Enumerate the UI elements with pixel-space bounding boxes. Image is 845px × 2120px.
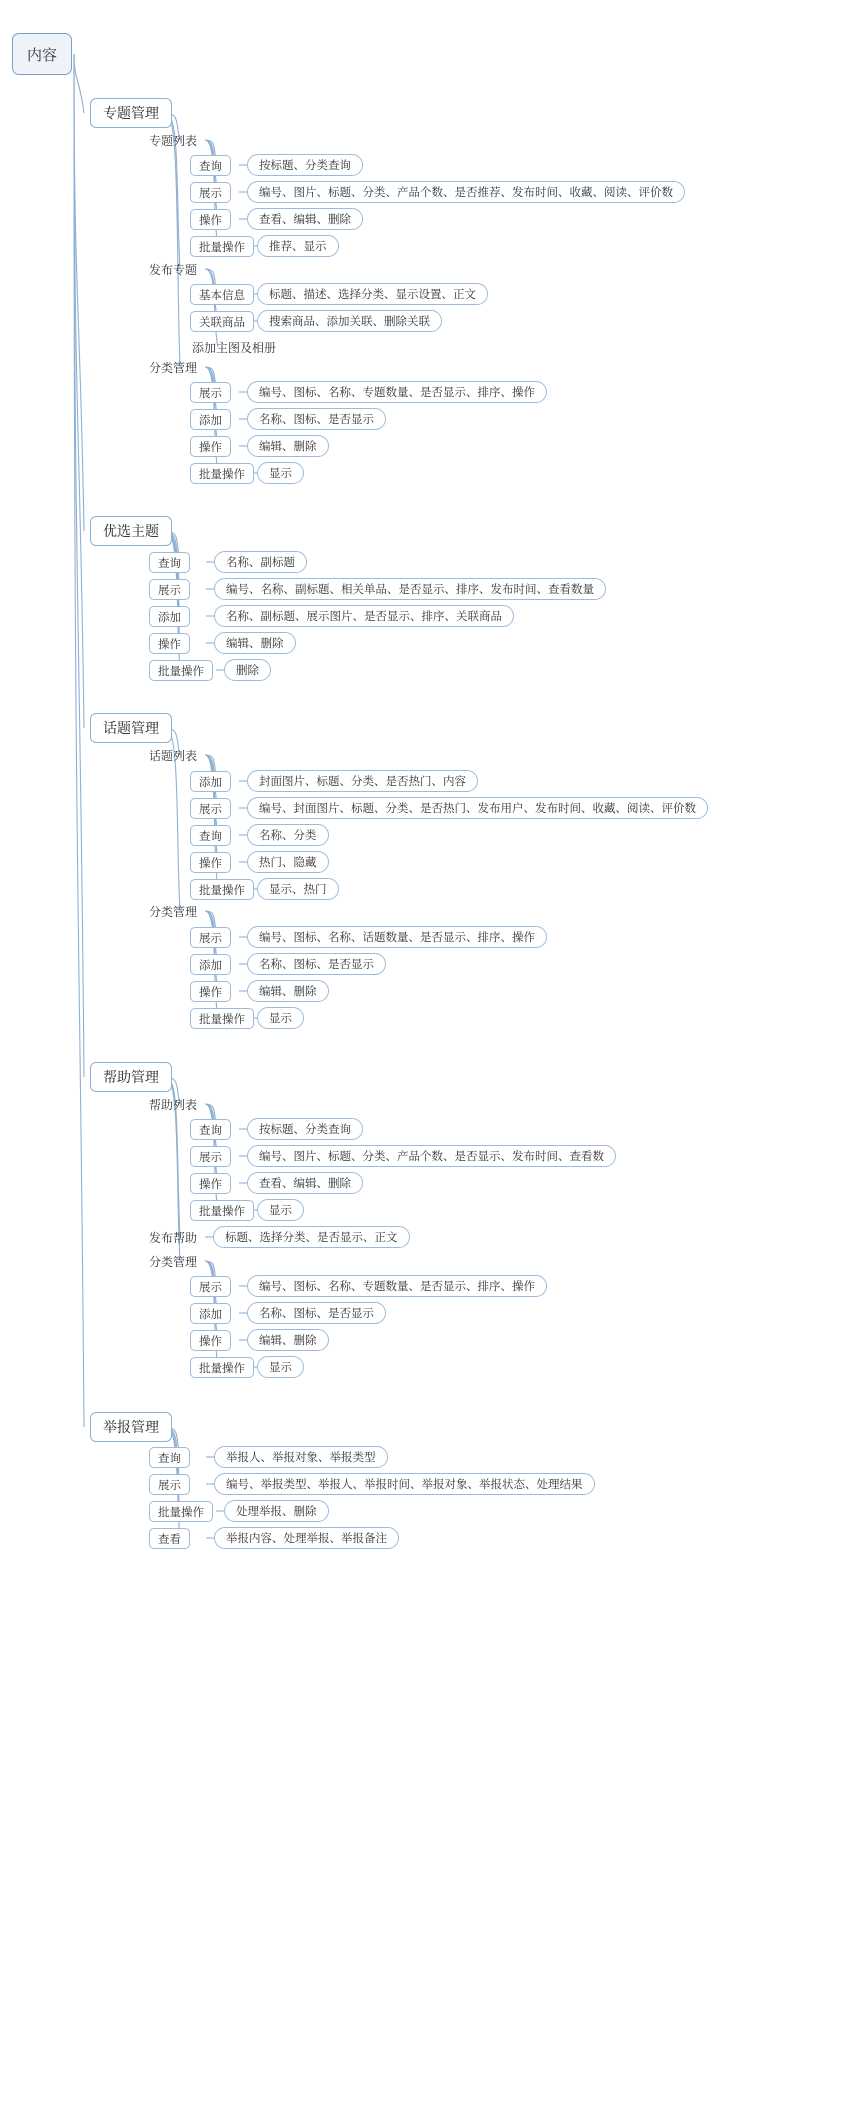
group-b3-fenlei-guanli: 分类管理 (149, 904, 198, 919)
value-b1g2r2[interactable]: 搜索商品、添加关联、删除关联 (257, 310, 442, 332)
value-b4g1r2[interactable]: 编号、图片、标题、分类、产品个数、是否显示、发布时间、查看数 (247, 1145, 616, 1167)
group-zhuanti-liebiao: 专题列表 (149, 133, 198, 148)
key-b4g2r4[interactable]: 批量操作 (190, 1357, 254, 1378)
key-b1g1r3[interactable]: 操作 (190, 209, 231, 230)
value-b2r2[interactable]: 编号、名称、副标题、相关单品、是否显示、排序、发布时间、查看数量 (214, 578, 606, 600)
key-b3g1r1[interactable]: 添加 (190, 771, 231, 792)
value-b5r4[interactable]: 举报内容、处理举报、举报备注 (214, 1527, 399, 1549)
group-b4-fenlei-guanli: 分类管理 (149, 1254, 198, 1269)
key-b1g1r1[interactable]: 查询 (190, 155, 231, 176)
key-b4g1r4[interactable]: 批量操作 (190, 1200, 254, 1221)
value-b3g1r3[interactable]: 名称、分类 (247, 824, 329, 846)
value-b4g1r4[interactable]: 显示 (257, 1199, 304, 1221)
key-b4g1r2[interactable]: 展示 (190, 1146, 231, 1167)
value-b5r3[interactable]: 处理举报、删除 (224, 1500, 329, 1522)
value-b4g2r1[interactable]: 编号、图标、名称、专题数量、是否显示、排序、操作 (247, 1275, 547, 1297)
value-b3g2r4[interactable]: 显示 (257, 1007, 304, 1029)
group-b1-fenlei-guanli: 分类管理 (149, 360, 198, 375)
key-b1g3r4[interactable]: 批量操作 (190, 463, 254, 484)
key-b2r2[interactable]: 展示 (149, 579, 190, 600)
key-b4g2r2[interactable]: 添加 (190, 1303, 231, 1324)
value-b1g3r3[interactable]: 编辑、删除 (247, 435, 329, 457)
key-b3g1r2[interactable]: 展示 (190, 798, 231, 819)
value-b1g2r1[interactable]: 标题、描述、选择分类、显示设置、正文 (257, 283, 488, 305)
value-b3g2r2[interactable]: 名称、图标、是否显示 (247, 953, 386, 975)
value-b4g1r1[interactable]: 按标题、分类查询 (247, 1118, 363, 1140)
branch-bangzhu-guanli[interactable]: 帮助管理 (90, 1062, 172, 1092)
value-b2r4[interactable]: 编辑、删除 (214, 632, 296, 654)
value-b4-fabu-bangzhu[interactable]: 标题、选择分类、是否显示、正文 (213, 1226, 410, 1248)
key-b2r4[interactable]: 操作 (149, 633, 190, 654)
key-b5r4[interactable]: 查看 (149, 1528, 190, 1549)
key-b1g2r2[interactable]: 关联商品 (190, 311, 254, 332)
value-b1g3r4[interactable]: 显示 (257, 462, 304, 484)
key-b2r1[interactable]: 查询 (149, 552, 190, 573)
value-b4g2r3[interactable]: 编辑、删除 (247, 1329, 329, 1351)
value-b3g1r2[interactable]: 编号、封面图片、标题、分类、是否热门、发布用户、发布时间、收藏、阅读、评价数 (247, 797, 708, 819)
group-fabu-zhuanti: 发布专题 (149, 262, 198, 277)
group-huati-liebiao: 话题列表 (149, 748, 198, 763)
value-b1g1r1[interactable]: 按标题、分类查询 (247, 154, 363, 176)
key-b3g2r3[interactable]: 操作 (190, 981, 231, 1002)
root-node[interactable]: 内容 (12, 33, 72, 75)
value-b3g1r1[interactable]: 封面图片、标题、分类、是否热门、内容 (247, 770, 478, 792)
value-b2r5[interactable]: 删除 (224, 659, 271, 681)
key-b5r3[interactable]: 批量操作 (149, 1501, 213, 1522)
value-b4g2r2[interactable]: 名称、图标、是否显示 (247, 1302, 386, 1324)
branch-youxuan-zhuti[interactable]: 优选主题 (90, 516, 172, 546)
key-b1g2r3: 添加主图及相册 (192, 340, 277, 355)
value-b3g1r5[interactable]: 显示、热门 (257, 878, 339, 900)
key-b1g1r2[interactable]: 展示 (190, 182, 231, 203)
value-b4g2r4[interactable]: 显示 (257, 1356, 304, 1378)
key-b4g2r1[interactable]: 展示 (190, 1276, 231, 1297)
key-b5r1[interactable]: 查询 (149, 1447, 190, 1468)
key-b1g1r4[interactable]: 批量操作 (190, 236, 254, 257)
key-b1g3r3[interactable]: 操作 (190, 436, 231, 457)
value-b5r1[interactable]: 举报人、举报对象、举报类型 (214, 1446, 388, 1468)
key-b3g2r4[interactable]: 批量操作 (190, 1008, 254, 1029)
branch-huati-guanli[interactable]: 话题管理 (90, 713, 172, 743)
value-b2r1[interactable]: 名称、副标题 (214, 551, 307, 573)
key-b2r5[interactable]: 批量操作 (149, 660, 213, 681)
key-b4g1r1[interactable]: 查询 (190, 1119, 231, 1140)
value-b4g1r3[interactable]: 查看、编辑、删除 (247, 1172, 363, 1194)
group-bangzhu-liebiao: 帮助列表 (149, 1097, 198, 1112)
key-b5r2[interactable]: 展示 (149, 1474, 190, 1495)
key-b3g1r4[interactable]: 操作 (190, 852, 231, 873)
key-b3g2r2[interactable]: 添加 (190, 954, 231, 975)
key-b1g3r1[interactable]: 展示 (190, 382, 231, 403)
value-b1g3r2[interactable]: 名称、图标、是否显示 (247, 408, 386, 430)
value-b1g1r4[interactable]: 推荐、显示 (257, 235, 339, 257)
value-b3g2r3[interactable]: 编辑、删除 (247, 980, 329, 1002)
branch-jubao-guanli[interactable]: 举报管理 (90, 1412, 172, 1442)
key-b3g1r3[interactable]: 查询 (190, 825, 231, 846)
value-b3g2r1[interactable]: 编号、图标、名称、话题数量、是否显示、排序、操作 (247, 926, 547, 948)
value-b1g3r1[interactable]: 编号、图标、名称、专题数量、是否显示、排序、操作 (247, 381, 547, 403)
key-b3g2r1[interactable]: 展示 (190, 927, 231, 948)
branch-zhuanti-guanli[interactable]: 专题管理 (90, 98, 172, 128)
key-b1g3r2[interactable]: 添加 (190, 409, 231, 430)
value-b2r3[interactable]: 名称、副标题、展示图片、是否显示、排序、关联商品 (214, 605, 514, 627)
key-b4-fabu-bangzhu: 发布帮助 (149, 1230, 198, 1245)
value-b5r2[interactable]: 编号、举报类型、举报人、举报时间、举报对象、举报状态、处理结果 (214, 1473, 595, 1495)
key-b2r3[interactable]: 添加 (149, 606, 190, 627)
key-b4g1r3[interactable]: 操作 (190, 1173, 231, 1194)
key-b4g2r3[interactable]: 操作 (190, 1330, 231, 1351)
value-b1g1r2[interactable]: 编号、图片、标题、分类、产品个数、是否推荐、发布时间、收藏、阅读、评价数 (247, 181, 685, 203)
value-b1g1r3[interactable]: 查看、编辑、删除 (247, 208, 363, 230)
value-b3g1r4[interactable]: 热门、隐藏 (247, 851, 329, 873)
key-b3g1r5[interactable]: 批量操作 (190, 879, 254, 900)
key-b1g2r1[interactable]: 基本信息 (190, 284, 254, 305)
